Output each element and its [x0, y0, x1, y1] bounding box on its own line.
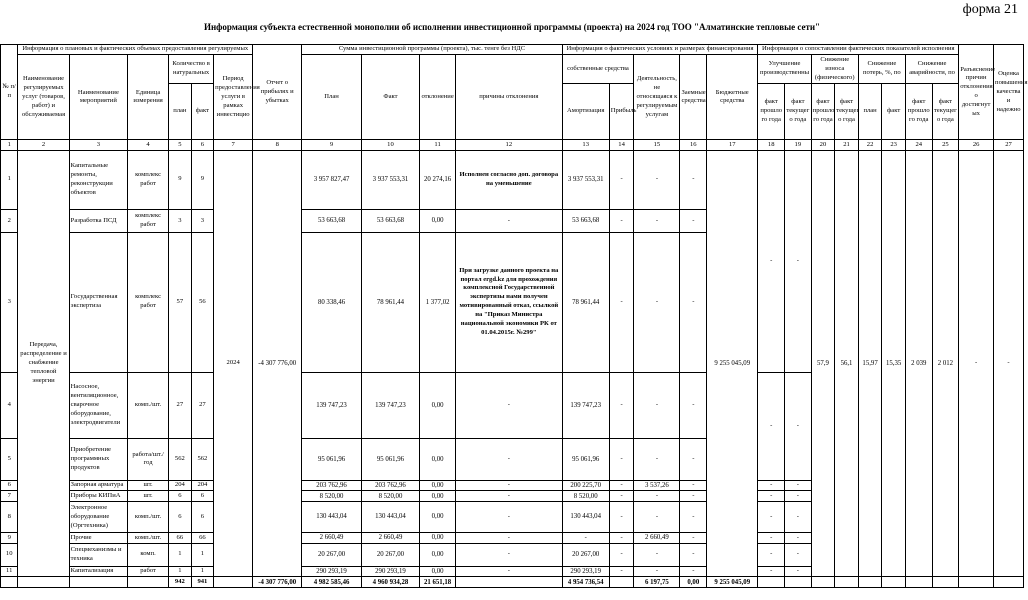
row-number: 1: [1, 150, 18, 209]
improve-prev: -: [758, 501, 785, 532]
total-unregulated: 6 197,75: [634, 577, 680, 588]
qty-fact: 56: [191, 232, 214, 372]
table-row: [1, 150, 1024, 209]
improve-cur: -: [785, 372, 812, 480]
unit: комп.: [128, 543, 169, 566]
total-budget: 9 255 045,09: [707, 577, 758, 588]
header-reasons: причины отклонения: [456, 55, 563, 140]
header-quality: Оценка повышения качества и надежно: [994, 45, 1024, 140]
amortization: 53 663,68: [562, 210, 609, 233]
improve-prev: -: [758, 491, 785, 502]
deviation-reason: -: [456, 566, 563, 577]
amortization: 8 520,00: [562, 491, 609, 502]
improve-prev: -: [758, 533, 785, 544]
deviation-reason: -: [456, 210, 563, 233]
event-name: Запорная арматура: [69, 480, 127, 491]
report-value: -4 307 776,00: [253, 150, 302, 577]
sum-fact: 2 660,49: [361, 533, 419, 544]
header-qty: Количество в натуральных: [169, 55, 214, 84]
header-profit: Прибыль: [609, 84, 634, 140]
header-loss: Снижение потерь, %, по: [858, 55, 905, 84]
total-sum-plan: 4 982 585,46: [302, 577, 361, 588]
profit: -: [609, 501, 634, 532]
deviation-reason: -: [456, 533, 563, 544]
deviation-reason: -: [456, 491, 563, 502]
header-group-financing: Информация о фактических условиях и размерах финансирования: [562, 45, 758, 55]
sum-plan: 130 443,04: [302, 501, 361, 532]
header-loss-plan: план: [858, 84, 882, 140]
qty-fact: 3: [191, 210, 214, 233]
unregulated: -: [634, 543, 680, 566]
improve-cur: -: [785, 480, 812, 491]
header-improve-prev: факт прошло го года: [758, 84, 785, 140]
total-qty-plan: 942: [169, 577, 192, 588]
sum-fact: 53 663,68: [361, 210, 419, 233]
accident-cur: 2 012: [932, 150, 959, 577]
header-report: Отчет о прибылях и убытках: [253, 45, 302, 140]
qty-fact: 9: [191, 150, 214, 209]
qty-fact: 27: [191, 372, 214, 439]
event-name: Капитализация: [69, 566, 127, 577]
unregulated: -: [634, 372, 680, 439]
loans: -: [680, 543, 707, 566]
profit: -: [609, 543, 634, 566]
row-number: 9: [1, 533, 18, 544]
col-number: 1: [1, 140, 18, 150]
col-number: 3: [69, 140, 127, 150]
col-number: 19: [785, 140, 812, 150]
loss-plan: 15,97: [858, 150, 882, 577]
loans: -: [680, 491, 707, 502]
header-qty-plan: план: [169, 84, 192, 140]
sum-deviation: 0,00: [420, 543, 456, 566]
row-number: 6: [1, 480, 18, 491]
sum-fact: 78 961,44: [361, 232, 419, 372]
profit: -: [609, 491, 634, 502]
profit: -: [609, 480, 634, 491]
row-number: 3: [1, 232, 18, 372]
event-name: Спецмеханизмы и техника: [69, 543, 127, 566]
unregulated: -: [634, 210, 680, 233]
total-qty-fact: 941: [191, 577, 214, 588]
total-loans: 0,00: [680, 577, 707, 588]
header-period: Период предоставления услуги в рамках инвестицио: [214, 55, 253, 140]
service-name: Передача, распределение и снабжение тепловой энергии: [18, 150, 69, 577]
total-deviation: 21 651,18: [420, 577, 456, 588]
col-number: 11: [420, 140, 456, 150]
header-sum-plan: План: [302, 55, 361, 140]
col-number: 9: [302, 140, 361, 150]
sum-fact: 95 061,96: [361, 439, 419, 481]
quality-value: -: [994, 150, 1024, 577]
amortization: -: [562, 533, 609, 544]
total-amortization: 4 954 736,54: [562, 577, 609, 588]
sum-fact: 8 520,00: [361, 491, 419, 502]
header-group-sum: Сумма инвестиционной программы (проекта), тыс. тенге без НДС: [302, 45, 562, 55]
deviation-reason: Исполнен согласно доп. договора на уменьшение: [456, 150, 563, 209]
row-number: 11: [1, 566, 18, 577]
header-deviation: отклонение: [420, 55, 456, 140]
sum-deviation: 20 274,16: [420, 150, 456, 209]
col-number: 7: [214, 140, 253, 150]
improve-cur: -: [785, 501, 812, 532]
sum-deviation: 0,00: [420, 480, 456, 491]
period-value: 2024: [214, 150, 253, 577]
qty-fact: 1: [191, 566, 214, 577]
deviation-reason: -: [456, 372, 563, 439]
col-number: 8: [253, 140, 302, 150]
unregulated: -: [634, 150, 680, 209]
header-loans: Заемные средства: [680, 55, 707, 140]
sum-fact: 203 762,96: [361, 480, 419, 491]
row-number: 7: [1, 491, 18, 502]
event-name: Прочие: [69, 533, 127, 544]
document-title: Информация субъекта естественной монополии об исполнении инвестиционной программы (проекта) на 2024 год ТОО "Алматинские тепловые сети": [203, 22, 821, 32]
header-accident: Снижение аварийности, по: [905, 55, 958, 84]
unregulated: -: [634, 439, 680, 481]
profit: -: [609, 232, 634, 372]
qty-plan: 1: [169, 543, 192, 566]
unregulated: 3 537,26: [634, 480, 680, 491]
deviation-reason: -: [456, 543, 563, 566]
col-number: 18: [758, 140, 785, 150]
loans: -: [680, 150, 707, 209]
amortization: 95 061,96: [562, 439, 609, 481]
unit: шт.: [128, 480, 169, 491]
deviation-reason: При загрузке данного проекта на портал ergd.kz для прохождения комплексной Государственной экспертизы нами получен мотивированный отказ, ссылкой на "Приказ Министра национальной экономики РК от 01.04.2015г. №299": [456, 232, 563, 372]
qty-fact: 204: [191, 480, 214, 491]
unit: работ: [128, 566, 169, 577]
deviation-reason: -: [456, 439, 563, 481]
col-number: 24: [905, 140, 932, 150]
header-unit: Единица измерения: [128, 55, 169, 140]
header-group-plan-fact: Информация о плановых и фактических объемах предоставления регулируемых: [18, 45, 253, 55]
row-number: 5: [1, 439, 18, 481]
header-num: № п/п: [1, 45, 18, 140]
col-number: 20: [811, 140, 835, 150]
sum-plan: 290 293,19: [302, 566, 361, 577]
header-loss-fact: факт: [882, 84, 906, 140]
header-amort: Амортизация: [562, 84, 609, 140]
sum-deviation: 0,00: [420, 439, 456, 481]
form-number-label: форма 21: [962, 2, 1018, 17]
amortization: 290 293,19: [562, 566, 609, 577]
event-name: Электронное оборудование (Оргтехника): [69, 501, 127, 532]
totals-row: [1, 577, 1024, 588]
col-number: 23: [882, 140, 906, 150]
profit: -: [609, 372, 634, 439]
row-number: 4: [1, 372, 18, 439]
sum-deviation: 0,00: [420, 501, 456, 532]
sum-plan: 3 957 827,47: [302, 150, 361, 209]
sum-fact: 130 443,04: [361, 501, 419, 532]
col-number: 25: [932, 140, 959, 150]
qty-plan: 562: [169, 439, 192, 481]
sum-plan: 139 747,23: [302, 372, 361, 439]
qty-plan: 204: [169, 480, 192, 491]
qty-fact: 1: [191, 543, 214, 566]
unregulated: -: [634, 566, 680, 577]
header-wear: Снижение износа (физического): [811, 55, 858, 84]
investment-program-table: [0, 44, 1028, 588]
sum-plan: 203 762,96: [302, 480, 361, 491]
header-own-funds: собственные средства: [562, 55, 634, 84]
unregulated: 2 660,49: [634, 533, 680, 544]
unit: работа/шт./год: [128, 439, 169, 481]
header-wear-cur: факт текущег о года: [835, 84, 859, 140]
unit: комп./шт.: [128, 533, 169, 544]
profit: -: [609, 210, 634, 233]
qty-fact: 66: [191, 533, 214, 544]
col-number: 15: [634, 140, 680, 150]
sum-plan: 80 338,46: [302, 232, 361, 372]
header-event: Наименование мероприятий: [69, 55, 127, 140]
improve-prev: -: [758, 372, 785, 480]
col-number: 4: [128, 140, 169, 150]
loans: -: [680, 210, 707, 233]
sum-deviation: 1 377,02: [420, 232, 456, 372]
improve-prev: -: [758, 480, 785, 491]
sum-plan: 53 663,68: [302, 210, 361, 233]
col-number: 5: [169, 140, 192, 150]
profit: -: [609, 533, 634, 544]
header-acc-cur: факт текущег о года: [932, 84, 959, 140]
col-number: 16: [680, 140, 707, 150]
event-name: Капитальные ремонты, реконструкции объектов: [69, 150, 127, 209]
amortization: 3 937 553,31: [562, 150, 609, 209]
sum-plan: 20 267,00: [302, 543, 361, 566]
unit: комплекс работ: [128, 232, 169, 372]
sum-deviation: 0,00: [420, 566, 456, 577]
qty-plan: 1: [169, 566, 192, 577]
improve-prev: -: [758, 543, 785, 566]
unit: комп./шт.: [128, 372, 169, 439]
improve-cur: -: [785, 533, 812, 544]
profit: -: [609, 439, 634, 481]
qty-plan: 9: [169, 150, 192, 209]
header-improve: Улучшение производственны: [758, 55, 811, 84]
event-name: Приборы КИПиА: [69, 491, 127, 502]
reasons-dev-value: -: [959, 150, 994, 577]
qty-plan: 6: [169, 491, 192, 502]
header-improve-cur: факт текущег о года: [785, 84, 812, 140]
amortization: 200 225,70: [562, 480, 609, 491]
loans: -: [680, 501, 707, 532]
unregulated: -: [634, 232, 680, 372]
unit: комп./шт.: [128, 501, 169, 532]
loans: -: [680, 439, 707, 481]
profit: -: [609, 150, 634, 209]
amortization: 20 267,00: [562, 543, 609, 566]
header-reasons-dev: Разъяснение причин отклонения о достигнут ых: [959, 45, 994, 140]
sum-fact: 20 267,00: [361, 543, 419, 566]
sum-deviation: 0,00: [420, 372, 456, 439]
improve-cur: -: [785, 491, 812, 502]
col-number: 26: [959, 140, 994, 150]
col-number: 22: [858, 140, 882, 150]
sum-fact: 3 937 553,31: [361, 150, 419, 209]
amortization: 78 961,44: [562, 232, 609, 372]
header-wear-prev: факт прошло го года: [811, 84, 835, 140]
loans: -: [680, 232, 707, 372]
wear-cur: 56,1: [835, 150, 859, 577]
qty-plan: 6: [169, 501, 192, 532]
qty-fact: 6: [191, 501, 214, 532]
header-budget: Бюджетные средства: [707, 55, 758, 140]
row-number: 2: [1, 210, 18, 233]
unit: комплекс работ: [128, 210, 169, 233]
row-number: 8: [1, 501, 18, 532]
qty-plan: 57: [169, 232, 192, 372]
unregulated: -: [634, 491, 680, 502]
event-name: Государственная экспертиза: [69, 232, 127, 372]
header-service: Наименование регулируемых услуг (товаров, работ) и обслуживаемая: [18, 55, 69, 140]
unit: шт.: [128, 491, 169, 502]
wear-prev: 57,9: [811, 150, 835, 577]
improve-cur: -: [785, 150, 812, 372]
qty-plan: 3: [169, 210, 192, 233]
header-sum-fact: Факт: [361, 55, 419, 140]
amortization: 139 747,23: [562, 372, 609, 439]
col-number: 27: [994, 140, 1024, 150]
row-number: 10: [1, 543, 18, 566]
loss-fact: 15,35: [882, 150, 906, 577]
qty-fact: 562: [191, 439, 214, 481]
col-number: 6: [191, 140, 214, 150]
header-group-compare: Информация о сопоставлении фактических показателей исполнения: [758, 45, 959, 55]
qty-fact: 6: [191, 491, 214, 502]
event-name: Насосное, вентиляционное, сварочное оборудование, электродвигатели: [69, 372, 127, 439]
total-report: -4 307 776,00: [253, 577, 302, 588]
sum-fact: 139 747,23: [361, 372, 419, 439]
sum-deviation: 0,00: [420, 533, 456, 544]
improve-cur: -: [785, 566, 812, 577]
improve-cur: -: [785, 543, 812, 566]
deviation-reason: -: [456, 501, 563, 532]
col-number: 17: [707, 140, 758, 150]
sum-deviation: 0,00: [420, 210, 456, 233]
loans: -: [680, 533, 707, 544]
deviation-reason: -: [456, 480, 563, 491]
event-name: Разработка ПСД: [69, 210, 127, 233]
loans: -: [680, 480, 707, 491]
unit: комплекс работ: [128, 150, 169, 209]
col-number: 21: [835, 140, 859, 150]
sum-fact: 290 293,19: [361, 566, 419, 577]
qty-plan: 27: [169, 372, 192, 439]
improve-prev: -: [758, 566, 785, 577]
header-unregulated: Деятельность, не относящаяся к регулируемым услугам: [634, 55, 680, 140]
sum-deviation: 0,00: [420, 491, 456, 502]
budget-value: 9 255 045,09: [707, 150, 758, 577]
col-number: 2: [18, 140, 69, 150]
sum-plan: 2 660,49: [302, 533, 361, 544]
event-name: Приобретение программных продуктов: [69, 439, 127, 481]
total-sum-fact: 4 960 934,28: [361, 577, 419, 588]
amortization: 130 443,04: [562, 501, 609, 532]
header-acc-prev: факт прошло го года: [905, 84, 932, 140]
accident-prev: 2 039: [905, 150, 932, 577]
improve-prev: -: [758, 150, 785, 372]
col-number: 10: [361, 140, 419, 150]
sum-plan: 95 061,96: [302, 439, 361, 481]
profit: -: [609, 566, 634, 577]
loans: -: [680, 372, 707, 439]
loans: -: [680, 566, 707, 577]
col-number: 13: [562, 140, 609, 150]
header-qty-fact: факт: [191, 84, 214, 140]
col-number: 12: [456, 140, 563, 150]
qty-plan: 66: [169, 533, 192, 544]
sum-plan: 8 520,00: [302, 491, 361, 502]
unregulated: -: [634, 501, 680, 532]
col-number: 14: [609, 140, 634, 150]
